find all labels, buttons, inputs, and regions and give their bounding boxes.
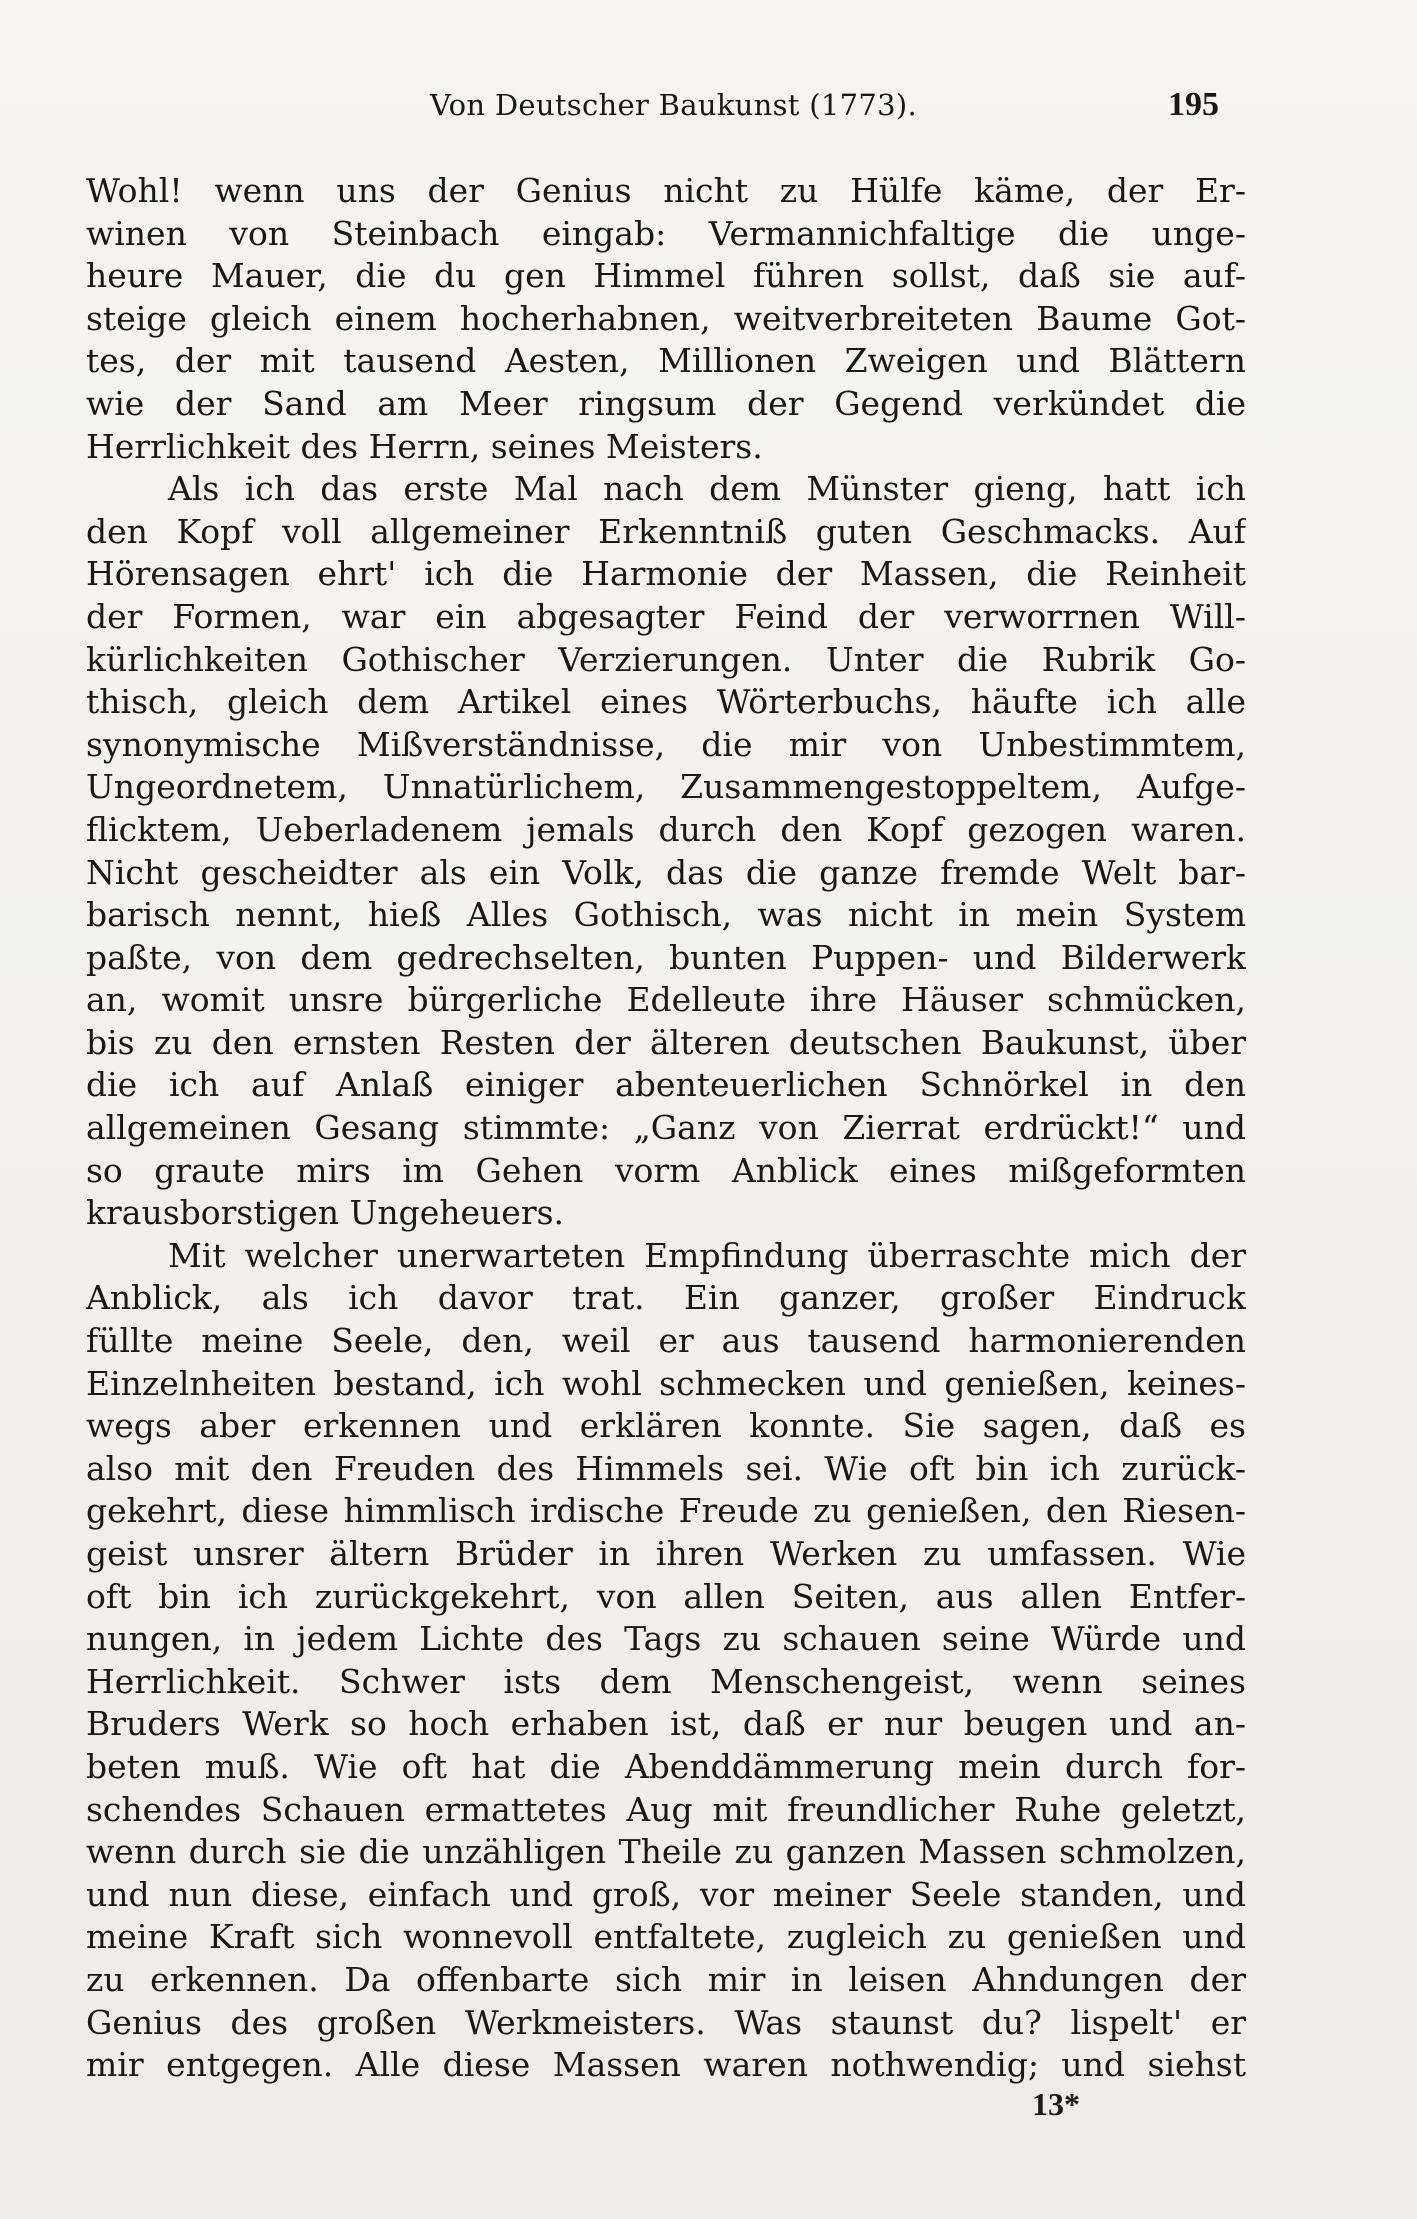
text-line: gekehrt, diese himmlisch irdische Freude zu genießen, den Riesen- [86, 1491, 1246, 1531]
text-line: nungen, in jedem Lichte des Tags zu schauen seine Würde und [86, 1619, 1246, 1659]
text-line: Anblick, als ich davor trat. Ein ganzer, großer Eindruck [86, 1278, 1246, 1318]
text-line: Einzelnheiten bestand, ich wohl schmecken und genießen, keines- [86, 1363, 1246, 1403]
text-line: Herrlichkeit des Herrn, seines Meisters. [86, 426, 763, 466]
text-line: zu erkennen. Da offenbarte sich mir in leisen Ahndungen der [86, 1959, 1246, 1999]
text-line: oft bin ich zurückgekehrt, von allen Seiten, aus allen Entfer- [86, 1576, 1246, 1616]
text-line: beten muß. Wie oft hat die Abenddämmerung mein durch for- [86, 1746, 1246, 1786]
text-line: kürlichkeiten Gothischer Verzierungen. Unter die Rubrik Go- [86, 639, 1246, 679]
text-line: wenn durch sie die unzähligen Theile zu ganzen Massen schmolzen, [86, 1832, 1246, 1872]
text-line: paßte, von dem gedrechselten, bunten Puppen- und Bilderwerk [86, 937, 1246, 977]
body-text [86, 170, 1246, 2087]
printer-signature-mark: 13* [1032, 2086, 1080, 2122]
text-line: Ungeordnetem, Unnatürlichem, Zusammengestoppeltem, Aufge- [86, 767, 1246, 807]
text-line: also mit den Freuden des Himmels sei. Wie oft bin ich zurück- [86, 1448, 1246, 1488]
text-line: den Kopf voll allgemeiner Erkenntniß guten Geschmacks. Auf [86, 511, 1246, 551]
text-line: wie der Sand am Meer ringsum der Gegend verkündet die [86, 383, 1246, 423]
text-line: barisch nennt, hieß Alles Gothisch, was nicht in mein System [86, 895, 1246, 935]
text-line: Wohl! wenn uns der Genius nicht zu Hülfe käme, der Er- [86, 171, 1246, 210]
text-line: winen von Steinbach eingab: Vermannichfaltige die unge- [86, 213, 1246, 253]
text-line: füllte meine Seele, den, weil er aus tausend harmonierenden [86, 1321, 1246, 1361]
text-line: bis zu den ernsten Resten der älteren deutschen Baukunst, über [86, 1022, 1246, 1062]
text-line: synonymische Mißverständnisse, die mir von Unbestimmtem, [86, 724, 1246, 764]
text-line: Herrlichkeit. Schwer ists dem Menschengeist, wenn seines [86, 1661, 1246, 1701]
text-line: Nicht gescheidter als ein Volk, das die ganze fremde Welt bar- [86, 852, 1246, 892]
text-line: meine Kraft sich wonnevoll entfaltete, zugleich zu genießen und [86, 1917, 1246, 1957]
text-line: Mit welcher unerwarteten Empfindung überraschte mich der [168, 1235, 1246, 1275]
text-line: Hörensagen ehrt' ich die Harmonie der Massen, die Reinheit [86, 554, 1246, 594]
text-line: schendes Schauen ermattetes Aug mit freundlicher Ruhe geletzt, [86, 1789, 1246, 1829]
text-line: Genius des großen Werkmeisters. Was staunst du? lispelt' er [86, 2002, 1246, 2042]
text-line: flicktem, Ueberladenem jemals durch den Kopf gezogen waren. [86, 809, 1246, 849]
text-line: die ich auf Anlaß einiger abenteuerlichen Schnörkel in den [86, 1065, 1246, 1105]
text-line: und nun diese, einfach und groß, vor meiner Seele standen, und [86, 1874, 1246, 1914]
text-line: so graute mirs im Gehen vorm Anblick eines mißgeformten [86, 1150, 1246, 1190]
text-line: Als ich das erste Mal nach dem Münster gieng, hatt ich [168, 469, 1246, 509]
running-head-title: Von Deutscher Baukunst (1773). [430, 88, 918, 122]
text-line: thisch, gleich dem Artikel eines Wörterbuchs, häufte ich alle [86, 682, 1246, 722]
text-line: wegs aber erkennen und erklären konnte. Sie sagen, daß es [86, 1406, 1246, 1446]
text-line: geist unsrer ältern Brüder in ihren Werken zu umfassen. Wie [86, 1534, 1246, 1573]
text-line: an, womit unsre bürgerliche Edelleute ihre Häuser schmücken, [86, 980, 1246, 1020]
text-line: krausborstigen Ungeheuers. [86, 1193, 565, 1233]
page-number: 195 [1168, 86, 1219, 123]
text-line: mir entgegen. Alle diese Massen waren nothwendig; und siehst [86, 2045, 1246, 2085]
text-line: heure Mauer, die du gen Himmel führen sollst, daß sie auf- [86, 256, 1246, 296]
text-line: steige gleich einem hocherhabnen, weitverbreiteten Baume Got- [86, 298, 1246, 338]
text-line: tes, der mit tausend Aesten, Millionen Zweigen und Blättern [86, 341, 1246, 381]
text-line: allgemeinen Gesang stimmte: „Ganz von Zierrat erdrückt!“ und [86, 1108, 1246, 1148]
text-line: der Formen, war ein abgesagter Feind der verworrnen Will- [86, 596, 1246, 636]
text-line: Bruders Werk so hoch erhaben ist, daß er nur beugen und an- [86, 1704, 1246, 1744]
